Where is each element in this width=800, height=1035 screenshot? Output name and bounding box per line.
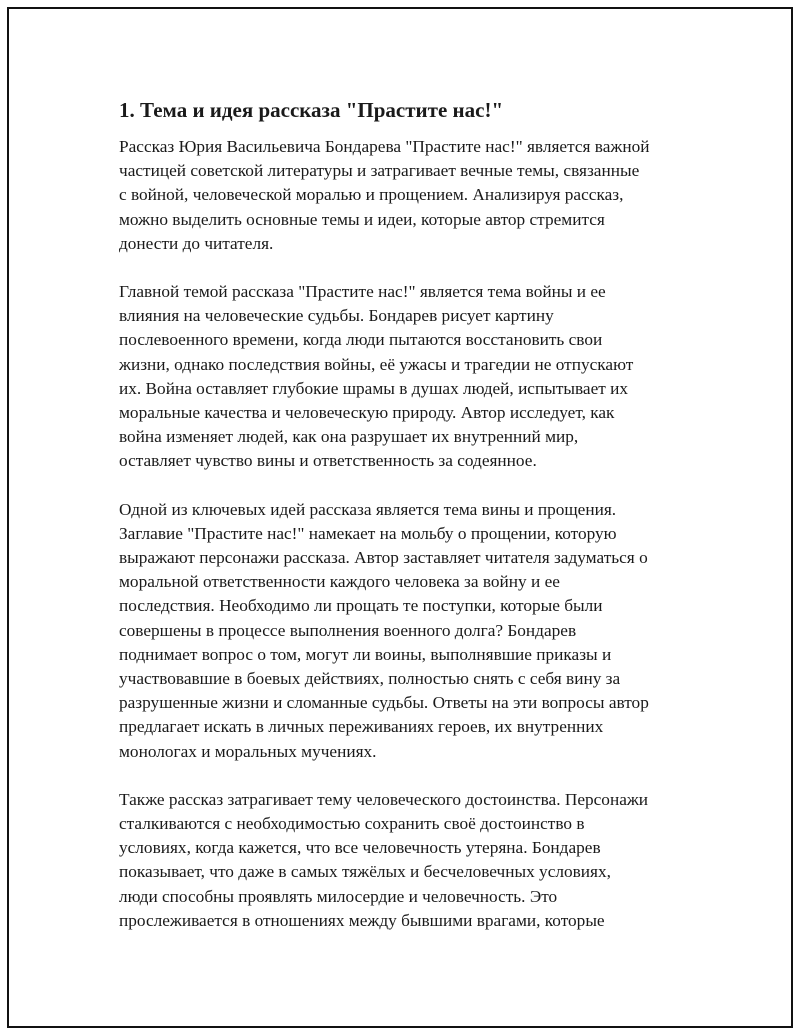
text-line: их. Война оставляет глубокие шрамы в душах людей, испытывает их [119, 378, 629, 398]
page-frame [7, 7, 793, 1028]
text-line: можно выделить основные темы и идеи, которые автор стремится [119, 209, 605, 229]
text-line: моральные качества и человеческую природу. Автор исследует, как [119, 403, 615, 423]
text-line: условиях, когда кажется, что все человечность утеряна. Бондарев [119, 838, 601, 858]
text-line: донести до читателя. [119, 233, 274, 253]
text-line: война изменяет людей, как она разрушает их внутренний мир, [119, 427, 579, 447]
text-line: разрушенные жизни и сломанные судьбы. Ответы на эти вопросы автор [119, 693, 649, 713]
text-line: монологах и моральных мучениях. [119, 741, 377, 761]
text-line: выражают персонажи рассказа. Автор заставляет читателя задуматься о [119, 548, 648, 568]
text-line: Заглавие "Прастите нас!" намекает на мольбу о прощении, которую [119, 523, 617, 543]
paragraph-dignity [119, 788, 719, 933]
text-line: влияния на человеческие судьбы. Бондарев рисует картину [119, 306, 554, 326]
document-body [119, 97, 719, 957]
paragraph-guilt-forgiveness [119, 498, 719, 764]
text-line: участвовавшие в боевых действиях, полностью снять с себя вину за [119, 669, 621, 689]
text-line: совершены в процессе выполнения военного долга? Бондарев [119, 620, 577, 640]
text-line: Рассказ Юрия Васильевича Бондарева "Прастите нас!" является важной [119, 137, 650, 156]
text-line: предлагает искать в личных переживаниях героев, их внутренних [119, 717, 604, 737]
text-line: люди способны проявлять милосердие и человечность. Это [119, 886, 558, 906]
text-line: показывает, что даже в самых тяжёлых и бесчеловечных условиях, [119, 862, 611, 882]
text-line: сталкиваются с необходимостью сохранить своё достоинство в [119, 814, 585, 834]
text-line: Одной из ключевых идей рассказа является тема вины и прощения. [119, 499, 617, 519]
text-line: жизни, однако последствия войны, её ужасы и трагедии не отпускают [119, 354, 634, 374]
paragraph-intro [119, 135, 719, 256]
text-line: частицей советской литературы и затрагивает вечные темы, связанные [119, 161, 640, 181]
text-line: Также рассказ затрагивает тему человеческого достоинства. Персонажи [119, 789, 649, 809]
text-line: с войной, человеческой моралью и прощением. Анализируя рассказ, [119, 185, 624, 205]
section-heading: 1. Тема и идея рассказа "Прастите нас!" [119, 98, 504, 122]
text-line: оставляет чувство вины и ответственность за содеянное. [119, 451, 537, 471]
paragraph-war-theme [119, 280, 719, 474]
text-line: поднимает вопрос о том, могут ли воины, выполнявшие приказы и [119, 644, 612, 664]
text-line: моральной ответственности каждого человека за войну и ее [119, 572, 560, 592]
text-line: Главной темой рассказа "Прастите нас!" является тема войны и ее [119, 282, 606, 302]
text-line: последствия. Необходимо ли прощать те поступки, которые были [119, 596, 603, 616]
text-line: прослеживается в отношениях между бывшими врагами, которые [119, 910, 605, 930]
text-line: послевоенного времени, когда люди пытаются восстановить свои [119, 330, 603, 350]
